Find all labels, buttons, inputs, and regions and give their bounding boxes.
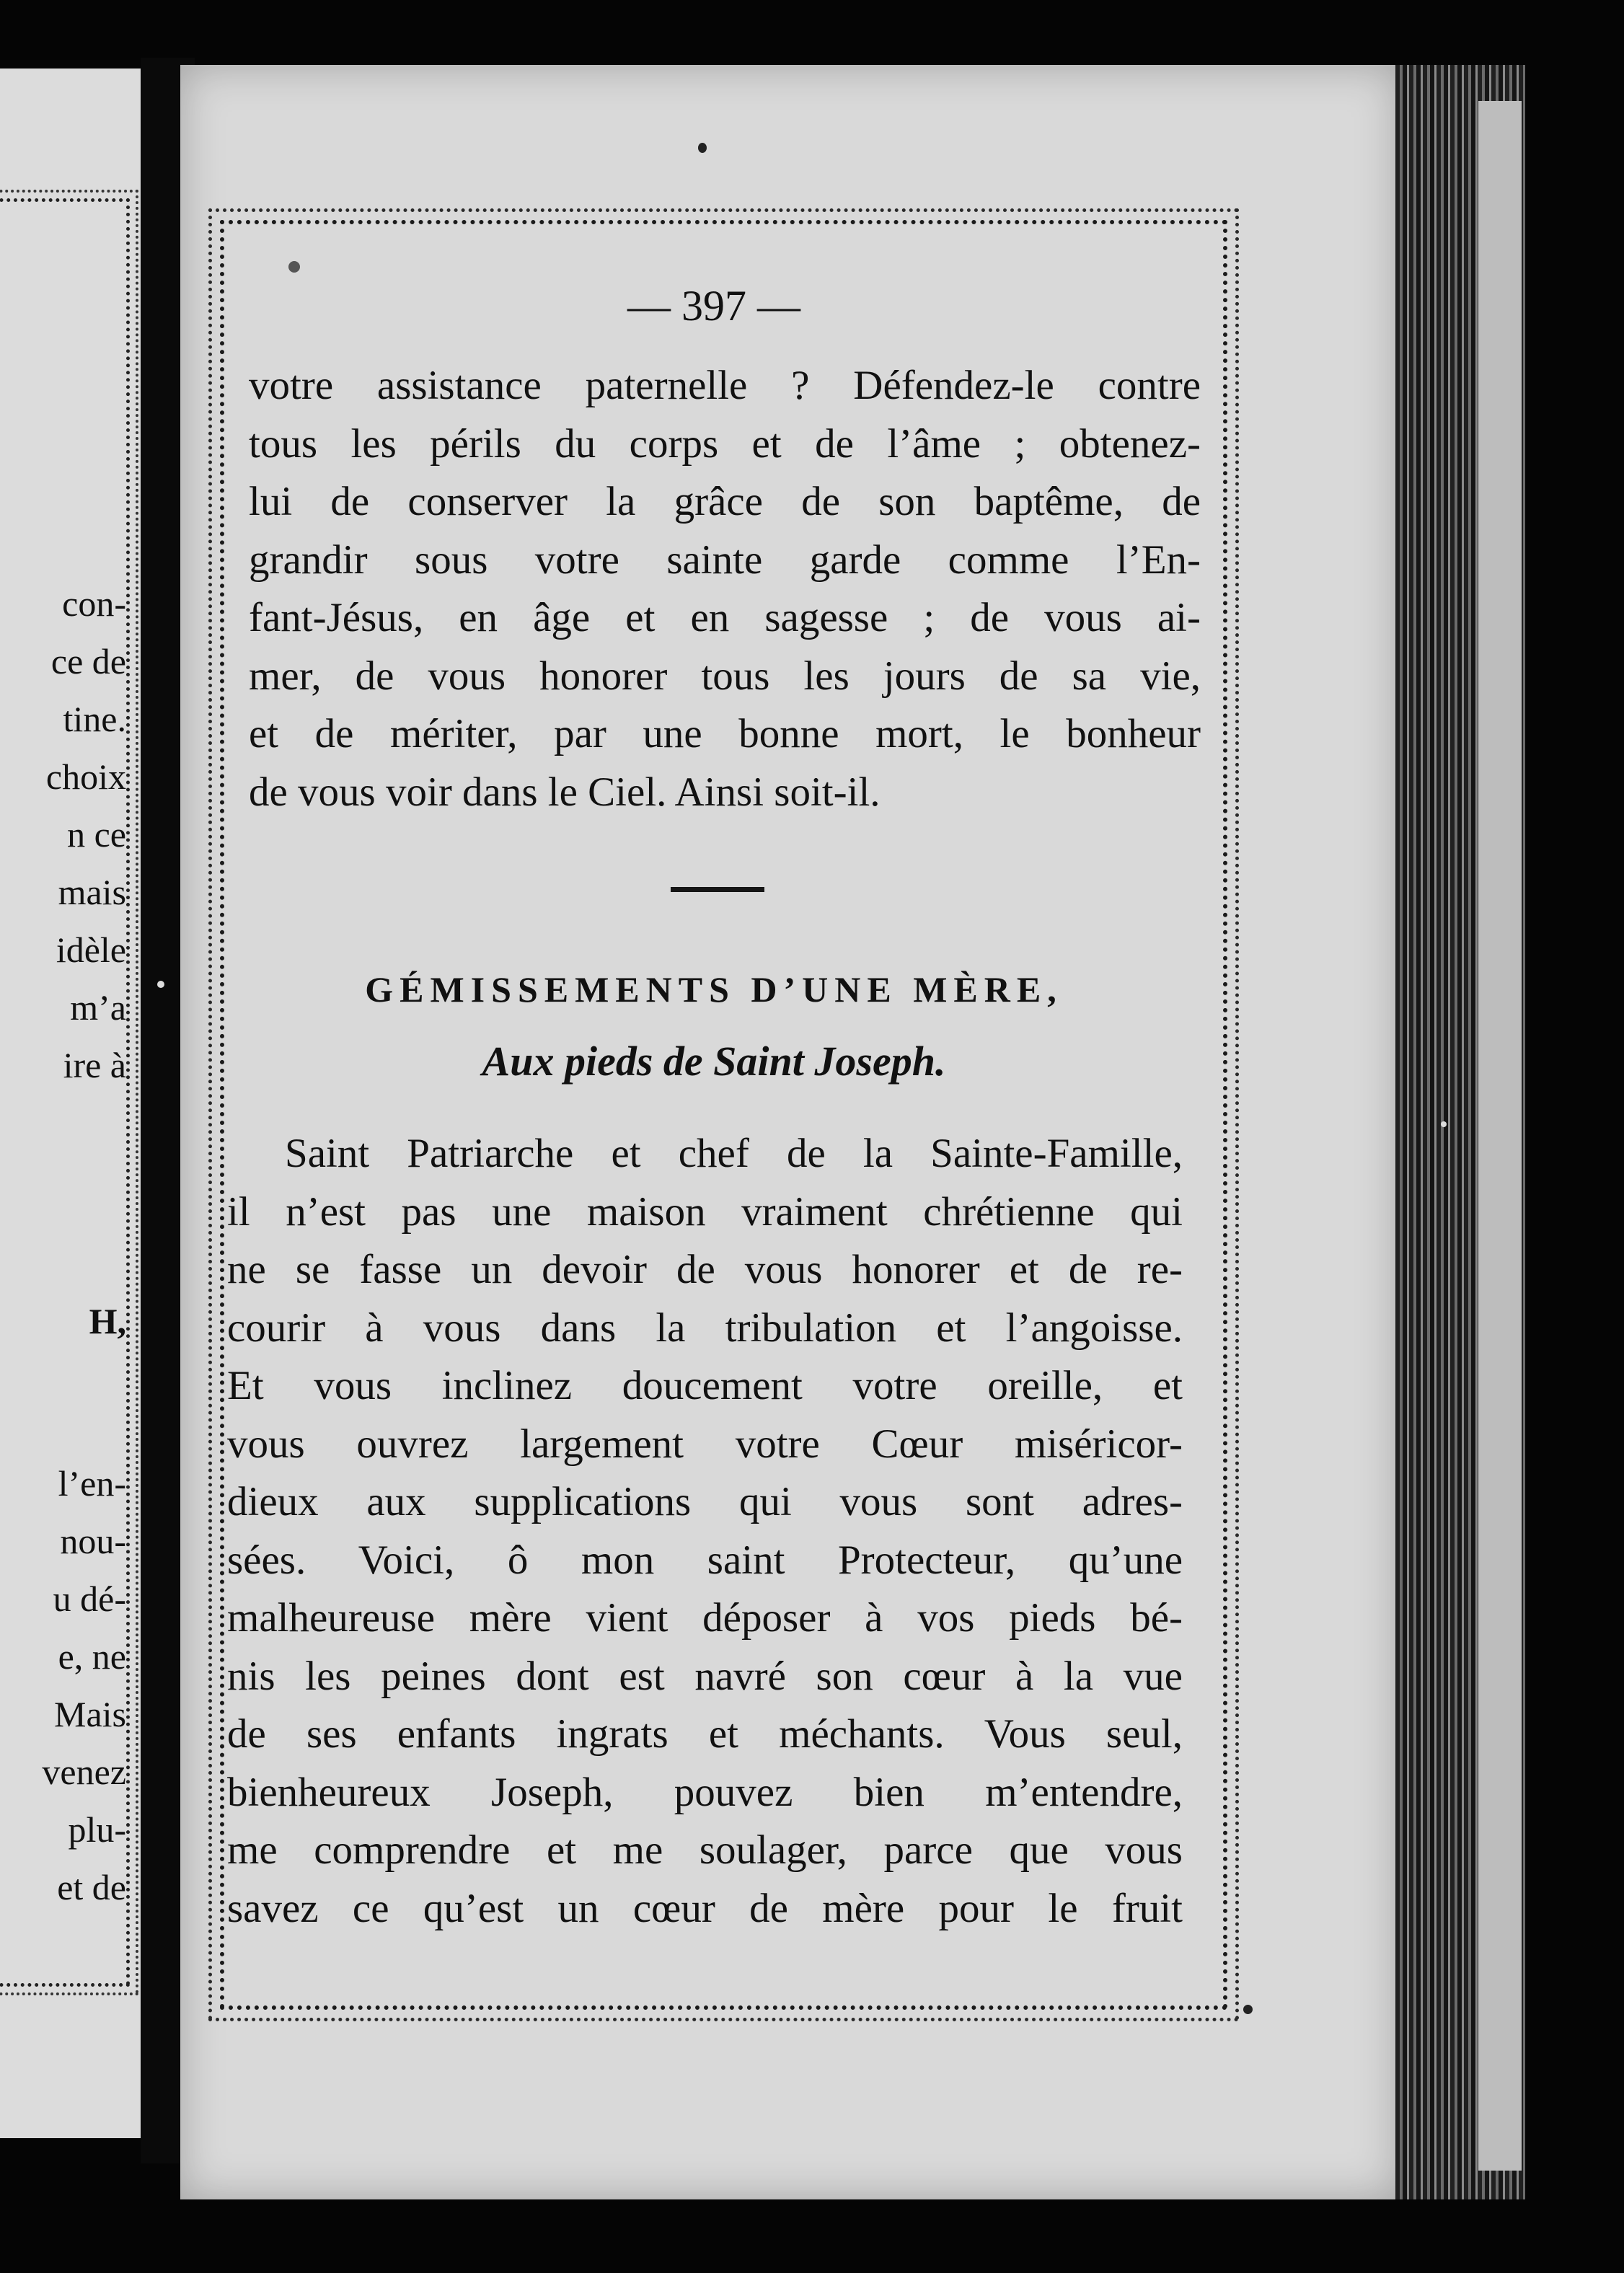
page-number: — 397 — bbox=[627, 282, 800, 330]
section-subheading: Aux pieds de Saint Joseph. bbox=[482, 1038, 946, 1085]
text-line: et de mériter, par une bonne mort, le bonheur bbox=[249, 711, 1201, 756]
text-line: sées. Voici, ô mon saint Protecteur, qu’une bbox=[227, 1537, 1183, 1583]
ink-speck bbox=[1243, 2005, 1253, 2014]
left-fragment: ce de bbox=[50, 641, 126, 681]
text-line: ne se fasse un devoir de vous honorer et de re- bbox=[227, 1247, 1183, 1292]
paragraph-prayer-ending bbox=[249, 357, 1201, 821]
left-fragment: choix bbox=[45, 756, 126, 797]
text-line: nis les peines dont est navré son cœur à la vue bbox=[227, 1653, 1183, 1699]
text-line: malheureuse mère vient déposer à vos pieds bé- bbox=[227, 1595, 1183, 1641]
text-line: grandir sous votre sainte garde comme l’En- bbox=[249, 537, 1201, 583]
left-fragment: e, ne bbox=[58, 1636, 126, 1677]
text-line: me comprendre et me soulager, parce que vous bbox=[227, 1827, 1183, 1873]
left-fragment: u dé- bbox=[53, 1579, 126, 1619]
text-line: vous ouvrez largement votre Cœur miséricor- bbox=[227, 1421, 1183, 1467]
left-fragment: l’en- bbox=[58, 1463, 126, 1504]
left-fragment: Mais bbox=[54, 1694, 126, 1734]
left-fragment: plu- bbox=[68, 1809, 126, 1850]
text-line: savez ce qu’est un cœur de mère pour le fruit bbox=[227, 1885, 1183, 1931]
text-line: courir à vous dans la tribulation et l’angoisse. bbox=[227, 1305, 1183, 1351]
text-line: tous les périls du corps et de l’âme ; obtenez- bbox=[249, 420, 1201, 467]
text-line: dieux aux supplications qui vous sont adres- bbox=[227, 1479, 1183, 1524]
text-line: mer, de vous honorer tous les jours de sa vie, bbox=[249, 653, 1201, 699]
text-line: lui de conserver la grâce de son baptême, de bbox=[249, 479, 1201, 524]
text-line: il n’est pas une maison vraiment chrétienne qui bbox=[227, 1188, 1183, 1235]
text-line: fant-Jésus, en âge et en sagesse ; de vous ai- bbox=[249, 595, 1201, 640]
text-line: Saint Patriarche et chef de la Sainte-Famille, bbox=[285, 1131, 1183, 1176]
left-fragment: nou- bbox=[60, 1521, 126, 1561]
ink-speck bbox=[698, 143, 707, 153]
left-fragment: con- bbox=[62, 583, 126, 624]
ink-speck bbox=[157, 981, 164, 988]
left-fragment: idèle bbox=[56, 930, 126, 970]
left-fragment: mais bbox=[58, 872, 126, 912]
left-fragment: n ce bbox=[67, 814, 126, 855]
left-fragment: tine. bbox=[63, 699, 126, 739]
paragraph-prayer-body bbox=[227, 1125, 1183, 1938]
left-fragment: ire à bbox=[63, 1045, 126, 1085]
text-line: de vous voir dans le Ciel. Ainsi soit-il. bbox=[249, 769, 881, 815]
ink-speck bbox=[1441, 1121, 1447, 1127]
left-fragment: et de bbox=[57, 1867, 126, 1907]
text-line: de ses enfants ingrats et méchants. Vous seul, bbox=[227, 1711, 1183, 1757]
left-fragment: venez bbox=[42, 1752, 126, 1792]
text-line: bienheureux Joseph, pouvez bien m’entendre, bbox=[227, 1769, 1183, 1815]
text-line: Et vous inclinez doucement votre oreille, et bbox=[227, 1363, 1183, 1408]
ink-speck bbox=[288, 261, 300, 273]
left-facing-page bbox=[0, 69, 141, 2138]
left-fragment: H, bbox=[89, 1301, 126, 1341]
section-divider bbox=[671, 887, 764, 892]
text-line: votre assistance paternelle ? Défendez-le contre bbox=[249, 363, 1201, 408]
page-edge-highlight bbox=[1478, 101, 1522, 2171]
left-fragment: m’a bbox=[70, 987, 126, 1028]
section-heading: GÉMISSEMENTS D’UNE MÈRE, bbox=[365, 969, 1063, 1010]
